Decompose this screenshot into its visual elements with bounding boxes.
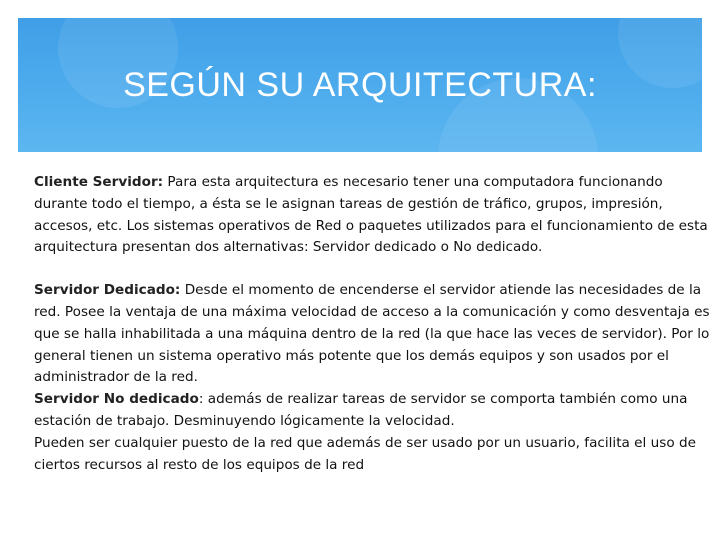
text-servidor-dedicado: Desde el momento de encenderse el servidor atiende las necesidades de la red. Posee la ventaja de una máxima velocidad de acceso a la comunicación y como desventaja es que se halla inhabilitada a una máquina dentro de la red (la que hace las veces de servidor). Por lo general tienen un sistema operativo más potente que los demás equipos y son usados por el administrador de la red. bbox=[34, 282, 710, 386]
slide-title: SEGÚN SU ARQUITECTURA: bbox=[123, 66, 597, 104]
paragraph-gap bbox=[34, 259, 710, 280]
text-servidor-no-dedicado: : además de realizar tareas de servidor se comporta también como una estación de trabajo. Desminuyendo lógicamente la velocidad. bbox=[34, 391, 688, 429]
term-servidor-no-dedicado: Servidor No dedicado bbox=[34, 391, 199, 408]
slide-body bbox=[34, 172, 710, 476]
text-cliente-servidor: Para esta arquitectura es necesario tener una computadora funcionando durante todo el tiempo, a ésta se le asignan tareas de gestión de tráfico, grupos, impresión, accesos, etc. Los sistemas operativos de Red o paquetes utilizados para el funcionamiento de esta arquitectura presentan dos alternativas: Servidor dedicado o No dedicado. bbox=[34, 174, 708, 256]
paragraph-puestos bbox=[34, 433, 710, 477]
paragraph-cliente-servidor bbox=[34, 172, 710, 259]
term-cliente-servidor: Cliente Servidor: bbox=[34, 174, 164, 190]
paragraph-servidor-dedicado bbox=[34, 280, 710, 389]
title-banner bbox=[18, 18, 702, 152]
paragraph-servidor-no-dedicado bbox=[34, 389, 710, 433]
text-puestos: Pueden ser cualquier puesto de la red que además de ser usado por un usuario, facilita el uso de ciertos recursos al resto de los equipos de la red bbox=[34, 434, 696, 473]
term-servidor-dedicado: Servidor Dedicado: bbox=[34, 282, 181, 299]
